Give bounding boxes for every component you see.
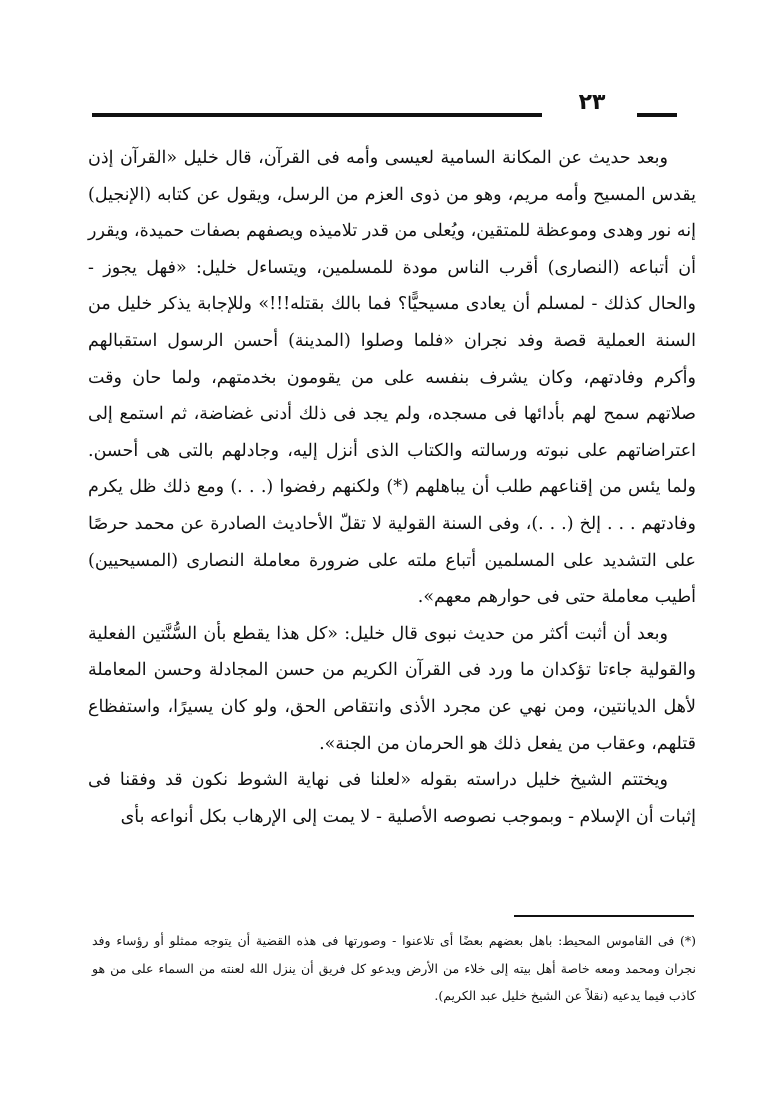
footnote-text: (*) فى القاموس المحيط: باهل بعضهم بعضًا أى تلاعنوا - وصورتها فى هذه القضية أن يتوجه ممثلو أو رؤساء وفد نجران ومحمد ومعه خاصة أهل بيته إلى خلاء من الأرض ويدعو كل فريق أن ينزل الله لعنته من السماء على من هو كاذب فيما يدعيه (نقلاً عن الشيخ خليل عبد الكريم). bbox=[92, 933, 696, 1003]
paragraph: وبعد حديث عن المكانة السامية لعيسى وأمه فى القرآن، قال خليل «القرآن إذن يقدس المسيح وأمه مريم، وهو من ذوى العزم من الرسل، ويقول عن كتابه (الإنجيل) إنه نور وهدى وموعظة للمتقين، ويُعلى من قدر تلاميذه ويصفهم بصفات حميدة، ويقرر أن أتباعه (النصارى) أقرب الناس مودة للمسلمين، ويتساءل خليل: «فهل يجوز - والحال كذلك - لمسلم أن يعادى مسيحيًّا؟ فما بالك بقتله!!!» وللإجابة يذكر خليل من السنة العملية قصة وفد نجران «فلما وصلوا (المدينة) أحسن الرسول استقبالهم وأكرم وفادتهم، وكان يشرف بنفسه على من يقومون بخدمتهم، ولما حان وقت صلاتهم سمح لهم بأدائها فى مسجده، ولم يجد فى ذلك أدنى غضاضة، ثم استمع إلى اعتراضاتهم على نبوته ورسالته والكتاب الذى أنزل إليه، وجادلهم بالتى هى أحسن. ولما يئس من إقناعهم طلب أن يباهلهم (*) ولكنهم رفضوا (. . .) ومع ذلك ظل يكرم وفادتهم . . . إلخ (. . .)، وفى السنة القولية لا تقلّ الأحاديث الصادرة عن محمد حرصًا على التشديد على المسلمين أتباع ملته على ضرورة معاملة النصارى (المسيحيين) أطيب معاملة حتى فى حوارهم معهم». bbox=[88, 148, 696, 608]
header-rule-short bbox=[637, 113, 677, 117]
body-text bbox=[88, 140, 696, 835]
page-number: ٢٣ bbox=[578, 90, 606, 115]
paragraph: ويختتم الشيخ خليل دراسته بقوله «لعلنا فى نهاية الشوط نكون قد وفقنا فى إثبات أن الإسلام - وبموجب نصوصه الأصلية - لا يمت إلى الإرهاب بكل أنواعه بأى bbox=[88, 770, 696, 827]
footnote-rule bbox=[514, 915, 694, 917]
footnote bbox=[92, 927, 696, 1010]
header-rule bbox=[92, 113, 542, 117]
paragraph: وبعد أن أثبت أكثر من حديث نبوى قال خليل: «كل هذا يقطع بأن السُّنَّتين الفعلية والقولية جاءتا تؤكدان ما ورد فى القرآن الكريم من حسن المجادلة وحسن المعاملة لأهل الديانتين، ومن نهي عن مجرد الأذى وانتقاص الحق، ولو كان يسيرًا، واستفظاع قتلهم، وعقاب من يفعل ذلك هو الحرمان من الجنة». bbox=[88, 623, 696, 754]
page-header bbox=[92, 88, 696, 128]
